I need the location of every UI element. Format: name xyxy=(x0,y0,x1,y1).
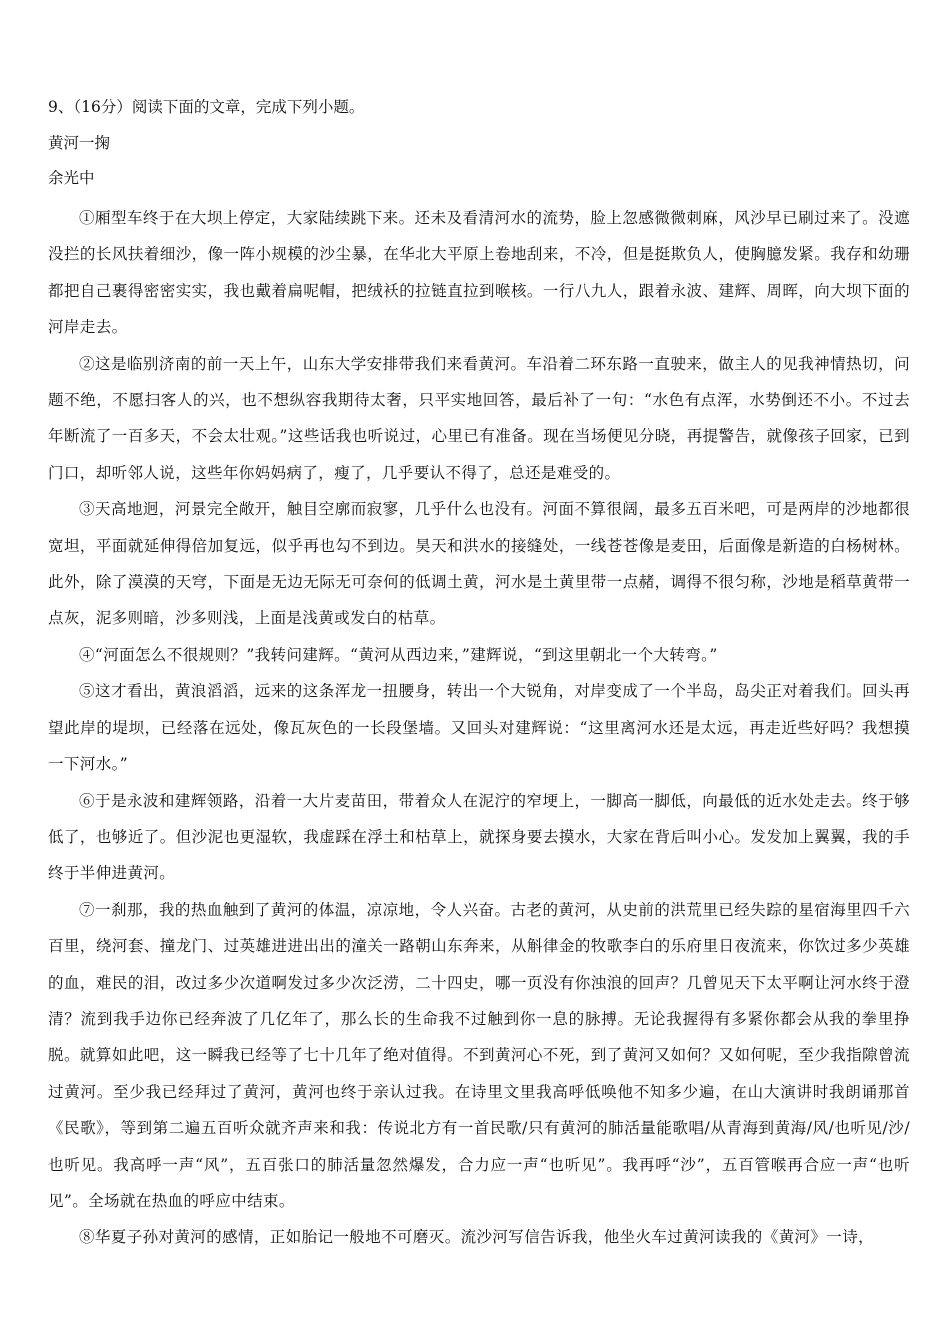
question-header: 9、（16分）阅读下面的文章，完成下列小题。 xyxy=(48,98,365,116)
paragraph-6: ⑥于是永波和建辉领路，沿着一大片麦苗田，带着众人在泥泞的窄埂上，一脚高一脚低，向最低的近水处走去。终于够低了，也够近了。但沙泥也更湿软，我虚踩在浮土和枯草上，就探身要去摸水，大家在背后叫小心。发发加上翼翼，我的手终于半伸进黄河。 xyxy=(48,791,910,883)
paragraph-4: ④“河面怎么不很规则？”我转问建辉。“黄河从西边来，”建辉说，“到这里朝北一个大转弯。” xyxy=(79,645,718,664)
paragraph-3: ③天高地迥，河景完全敞开，触目空廓而寂寥，几乎什么也没有。河面不算很阔，最多五百米吧，可是两岸的沙地都很宽坦，平面就延伸得倍加复远，似乎再也勾不到边。昊天和洪水的接缝处，一线苍苍像是麦田，后面像是新造的白杨树林。此外，除了漠漠的天穹，下面是无边无际无可奈何的低调土黄，河水是土黄里带一点赭，调得不很匀称，沙地是稻草黄带一点灰，泥多则暗，沙多则浅，上面是浅黄或发白的枯草。 xyxy=(48,500,910,628)
paragraph-5: ⑤这才看出，黄浪滔滔，远来的这条浑龙一扭腰身，转出一个大锐角，对岸变成了一个半岛，岛尖正对着我们。回头再望此岸的堤坝，已经落在远处，像瓦灰色的一长段堡墙。又回头对建辉说：“这里离河水还是太远，再走近些好吗？我想摸一下河水。” xyxy=(48,682,910,774)
article-author: 余光中 xyxy=(48,169,95,187)
paragraph-1: ①厢型车终于在大坝上停定，大家陆续跳下来。还未及看清河水的流势，脸上忽感微微刺麻，风沙早已刷过来了。没遮没拦的长风扶着细沙，像一阵小规模的沙尘暴，在华北大平原上卷地刮来，不冷，但是挺欺负人，使胸臆发紧。我存和幼珊都把自己裹得密密实实，我也戴着扁呢帽，把绒袄的拉链直拉到喉核。一行八九人，跟着永波、建辉、周晖，向大坝下面的河岸走去。 xyxy=(48,209,910,337)
article-title: 黄河一掬 xyxy=(48,134,111,152)
reading-passage xyxy=(48,97,910,1256)
paragraph-2: ②这是临别济南的前一天上午，山东大学安排带我们来看黄河。车沿着二环东路一直驶来，做主人的见我神情热切，问题不绝，不愿扫客人的兴，也不想纵容我期待太奢，只平实地回答，最后补了一句：“水色有点浑，水势倒还不小。不过去年断流了一百多天，不会太壮观。”这些话我也听说过，心里已有准备。现在当场便见分晓，再提警告，就像孩子回家，已到门口，却听邻人说，这些年你妈妈病了，瘦了，几乎要认不得了，总还是难受的。 xyxy=(48,354,910,482)
paragraph-7: ⑦一刹那，我的热血触到了黄河的体温，凉凉地，令人兴奋。古老的黄河，从史前的洪荒里已经失踪的星宿海里四千六百里，绕河套、撞龙门、过英雄进进出出的潼关一路朝山东奔来，从斛律金的牧歌李白的乐府里日夜流来，你饮过多少英雄的血，难民的泪，改过多少次道啊发过多少次泛涝，二十四史，哪一页没有你浊浪的回声？几曾见天下太平啊让河水终于澄清？流到我手边你已经奔波了几亿年了，那么长的生命我不过触到你一息的脉搏。无论我握得有多紧你都会从我的拳里挣脱。就算如此吧，这一瞬我已经等了七十几年了绝对值得。不到黄河心不死，到了黄河又如何？又如何呢，至少我指隙曾流过黄河。至少我已经拜过了黄河，黄河也终于亲认过我。在诗里文里我高呼低唤他不知多少遍，在山大演讲时我朗诵那首《民歌》，等到第二遍五百听众就齐声来和我：传说北方有一首民歌/只有黄河的肺活量能歌唱/从青海到黄海/风/也听见/沙/也听见。我高呼一声“风”，五百张口的肺活量忽然爆发，合力应一声“也听见”。我再呼“沙”，五百管喉再合应一声“也听见”。全场就在热血的呼应中结束。 xyxy=(48,900,910,1210)
paragraph-8: ⑧华夏子孙对黄河的感情，正如胎记一般地不可磨灭。流沙河写信告诉我，他坐火车过黄河读我的《黄河》一诗， xyxy=(79,1228,875,1247)
